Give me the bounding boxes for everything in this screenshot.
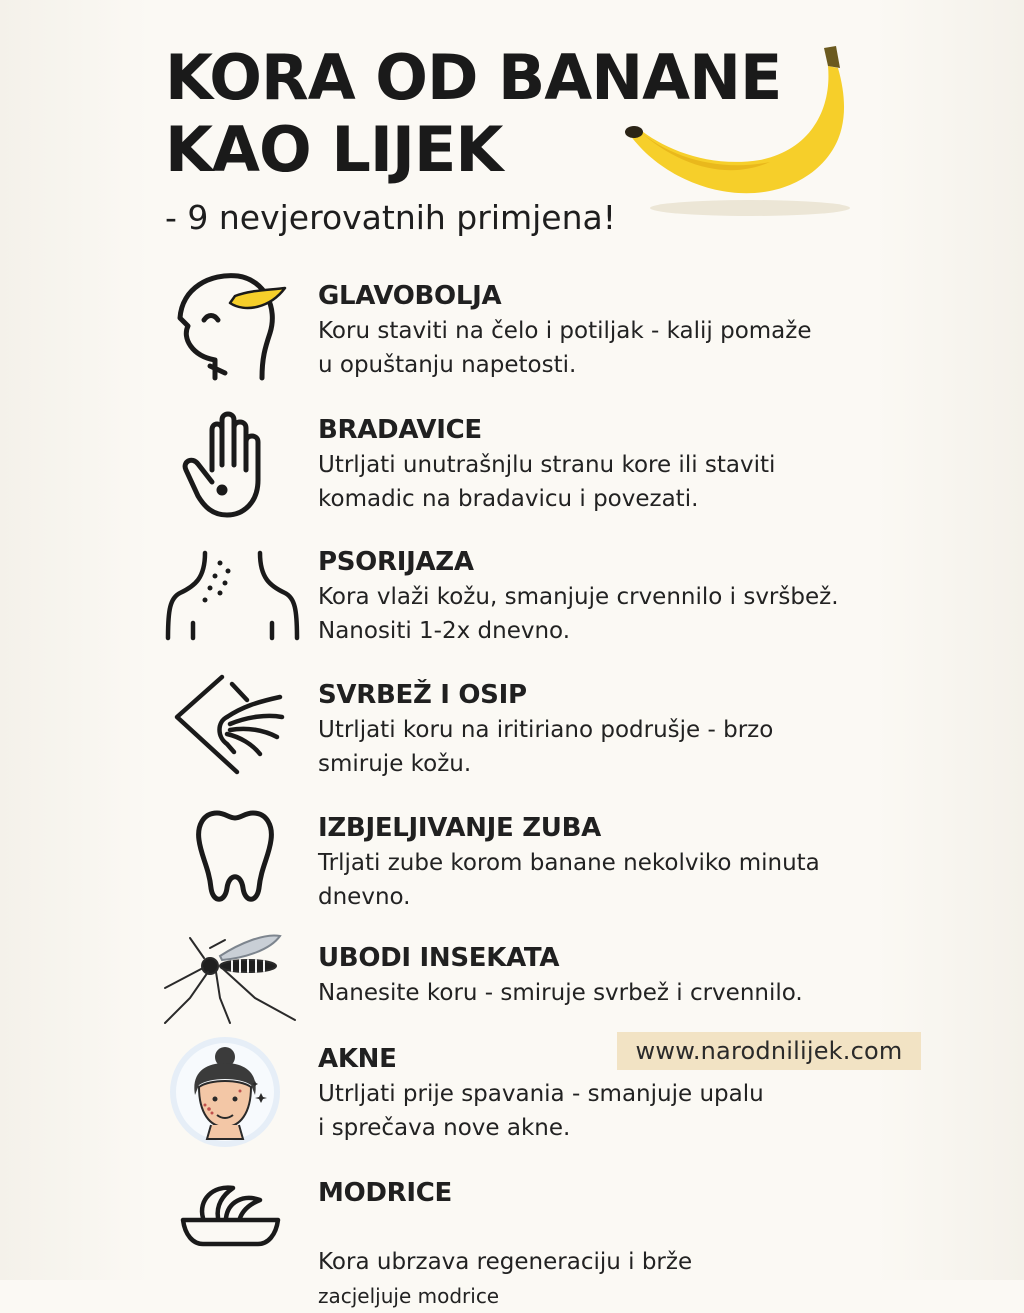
item-text: Koru staviti na čelo i potiljak - kalij pomaže u opuštanju napetosti. bbox=[318, 318, 812, 378]
tooth-icon bbox=[195, 808, 275, 908]
item-text bbox=[318, 1211, 928, 1313]
item-text-tail: zacjeljuje modrice bbox=[318, 1284, 500, 1308]
hand-icon bbox=[182, 410, 272, 520]
item-title: PSORIJAZA bbox=[318, 547, 474, 577]
item-text: Utrljati prije spavania - smanjuje upalu i sprečava nove akne. bbox=[318, 1081, 764, 1141]
page-title: KORA OD BANANE KAO LIJEK bbox=[165, 41, 782, 186]
website-watermark: www.narodnilijek.com bbox=[617, 1032, 921, 1070]
item-title: SVRBEŽ I OSIP bbox=[318, 680, 527, 710]
scratching-hand-icon bbox=[172, 672, 287, 782]
list-item-bradavice bbox=[318, 414, 928, 516]
left-shade bbox=[0, 0, 150, 1280]
head-icon bbox=[170, 268, 290, 383]
list-item-psorijaza bbox=[318, 546, 928, 648]
item-title: IZBJELJIVANJE ZUBA bbox=[318, 813, 601, 843]
bowl-peel-icon bbox=[178, 1180, 283, 1250]
list-item-ubodi bbox=[318, 942, 928, 1010]
shoulders-icon bbox=[165, 548, 300, 643]
item-title: UBODI INSEKATA bbox=[318, 943, 560, 973]
list-item-glavobolja bbox=[318, 280, 928, 382]
item-text: Utrljati unutrašnjlu stranu kore ili staviti komadic na bradavicu i povezati. bbox=[318, 452, 776, 512]
item-text-main: Kora ubrzava regeneraciju i brže bbox=[318, 1249, 693, 1275]
item-text: Kora vlaži kožu, smanjuje crvennilo i svršbež. Nanositi 1-2x dnevno. bbox=[318, 584, 839, 644]
item-title: GLAVOBOLJA bbox=[318, 281, 502, 311]
banana-icon bbox=[610, 40, 860, 225]
list-item-svrbez bbox=[318, 679, 928, 781]
item-text: Trljati zube korom banane nekolviko minuta dnevno. bbox=[318, 850, 820, 910]
item-text: Nanesite koru - smiruje svrbež i crvennilo. bbox=[318, 980, 803, 1006]
list-item-zubi bbox=[318, 812, 928, 914]
item-text: Utrljati koru na iritiriano podrušje - brzo smiruje kožu. bbox=[318, 717, 774, 777]
mosquito-icon bbox=[160, 928, 305, 1028]
page-subtitle: - 9 nevjerovatnih primjena! bbox=[165, 198, 616, 237]
face-acne-icon bbox=[165, 1035, 285, 1150]
item-title: BRADAVICE bbox=[318, 415, 482, 445]
list-item-modrice bbox=[318, 1177, 928, 1313]
item-title: MODRICE bbox=[318, 1178, 452, 1208]
item-title: AKNE bbox=[318, 1044, 397, 1074]
